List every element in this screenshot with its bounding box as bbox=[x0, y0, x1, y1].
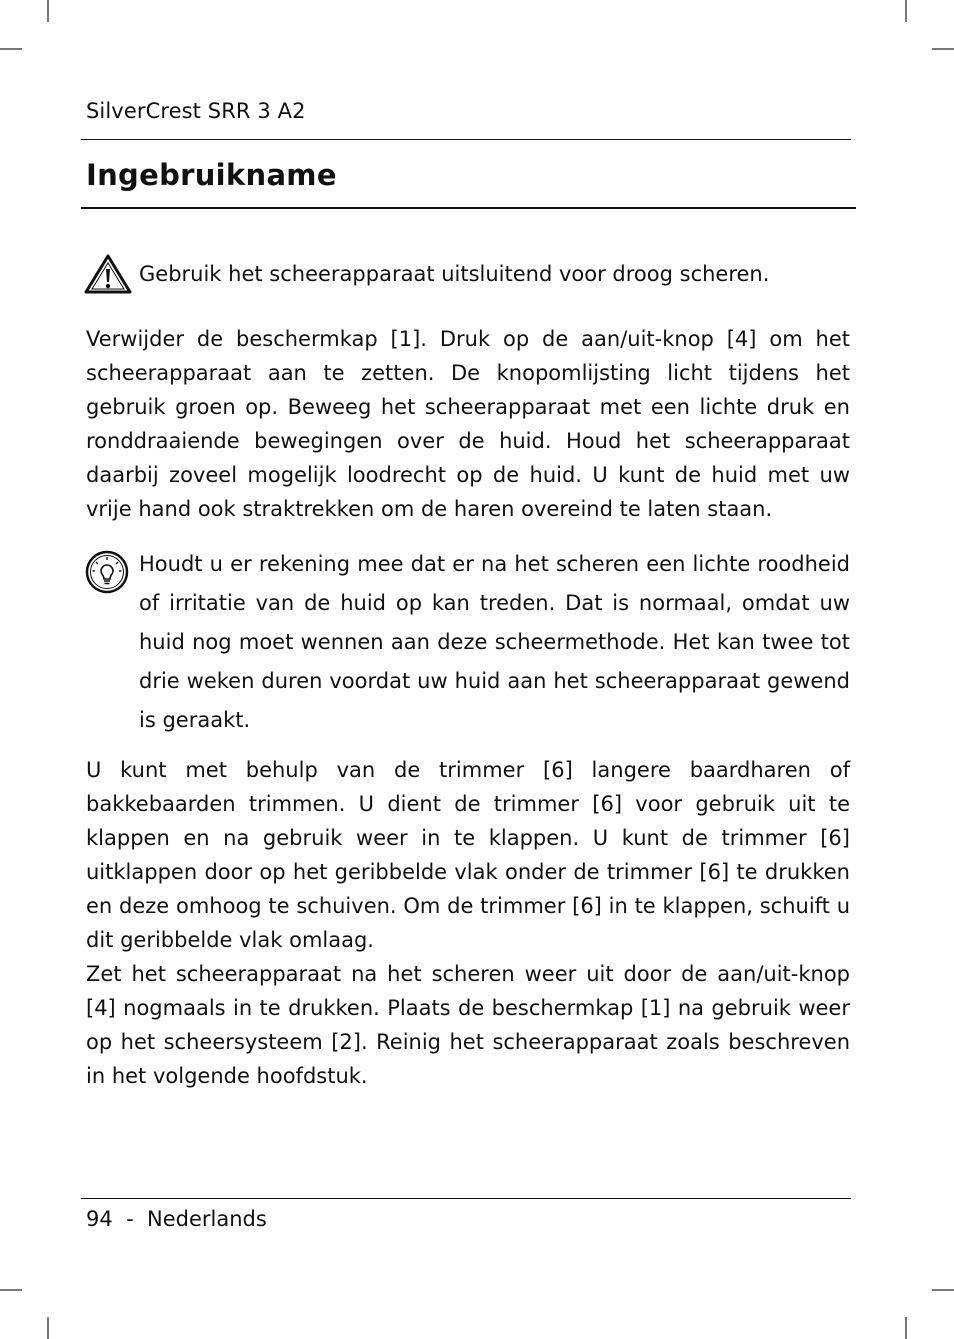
crop-mark-top-left bbox=[47, 0, 49, 22]
paragraph-trimmer: U kunt met behulp van de trimmer [6] langere baardharen of bakkebaarden trimmen. U dient de trimmer [6] voor gebruik uit te klappen en na gebruik weer in te klappen. U kunt de trimmer [6] uitklappen door op het geribbelde vlak onder de trimmer [6] te drukken en deze omhoog te schuiven. Om de trimmer [6] in te klappen, schuift u dit geribbelde vlak omlaag. bbox=[86, 758, 850, 952]
warning-text: Gebruik het scheerapparaat uitsluitend voor droog scheren. bbox=[139, 262, 770, 286]
warning-note bbox=[84, 254, 854, 294]
crop-mark-right-bottom bbox=[932, 1289, 954, 1291]
crop-mark-left-top bbox=[0, 48, 22, 50]
footer-rule bbox=[81, 1198, 851, 1199]
section-title: Ingebruikname bbox=[86, 158, 337, 192]
crop-mark-left-bottom bbox=[0, 1289, 22, 1291]
running-header: SilverCrest SRR 3 A2 bbox=[86, 99, 306, 123]
warning-triangle-icon bbox=[84, 254, 132, 298]
crop-mark-bottom-right bbox=[905, 1317, 907, 1339]
paragraph-switch-off: Zet het scheerapparaat na het scheren weer uit door de aan/uit-knop [4] nogmaals in te drukken. Plaats de beschermkap [1] na gebruik weer op het scheersysteem [2]. Reinig het scheerapparaat zoals beschreven in het volgende hoofdstuk. bbox=[86, 962, 850, 1088]
crop-mark-bottom-left bbox=[47, 1317, 49, 1339]
lightbulb-icon bbox=[84, 549, 130, 599]
header-rule bbox=[81, 139, 851, 140]
tip-text: Houdt u er rekening mee dat er na het scheren een lichte roodheid of irritatie van de huid op kan treden. Dat is normaal, omdat uw huid nog moet wennen aan deze scheermethode. Het kan twee tot drie weken duren voordat uw huid aan het scheerapparaat gewend is geraakt. bbox=[139, 552, 850, 732]
crop-mark-right-top bbox=[932, 48, 954, 50]
page-footer: 94 - Nederlands bbox=[86, 1207, 267, 1231]
paragraph-usage: Verwijder de beschermkap [1]. Druk op de aan/uit-knop [4] om het scheerapparaat aan te zetten. De knopomlijsting licht tijdens het gebruik groen op. Beweeg het scheerapparaat met een lichte druk en ronddraaiende bewegingen over de huid. Houd het scheerapparaat daarbij zoveel mogelijk loodrecht op de huid. U kunt de huid met uw vrije hand ook straktrekken om de haren overeind te laten staan. bbox=[86, 327, 850, 521]
title-rule bbox=[81, 207, 856, 209]
crop-mark-top-right bbox=[905, 0, 907, 22]
